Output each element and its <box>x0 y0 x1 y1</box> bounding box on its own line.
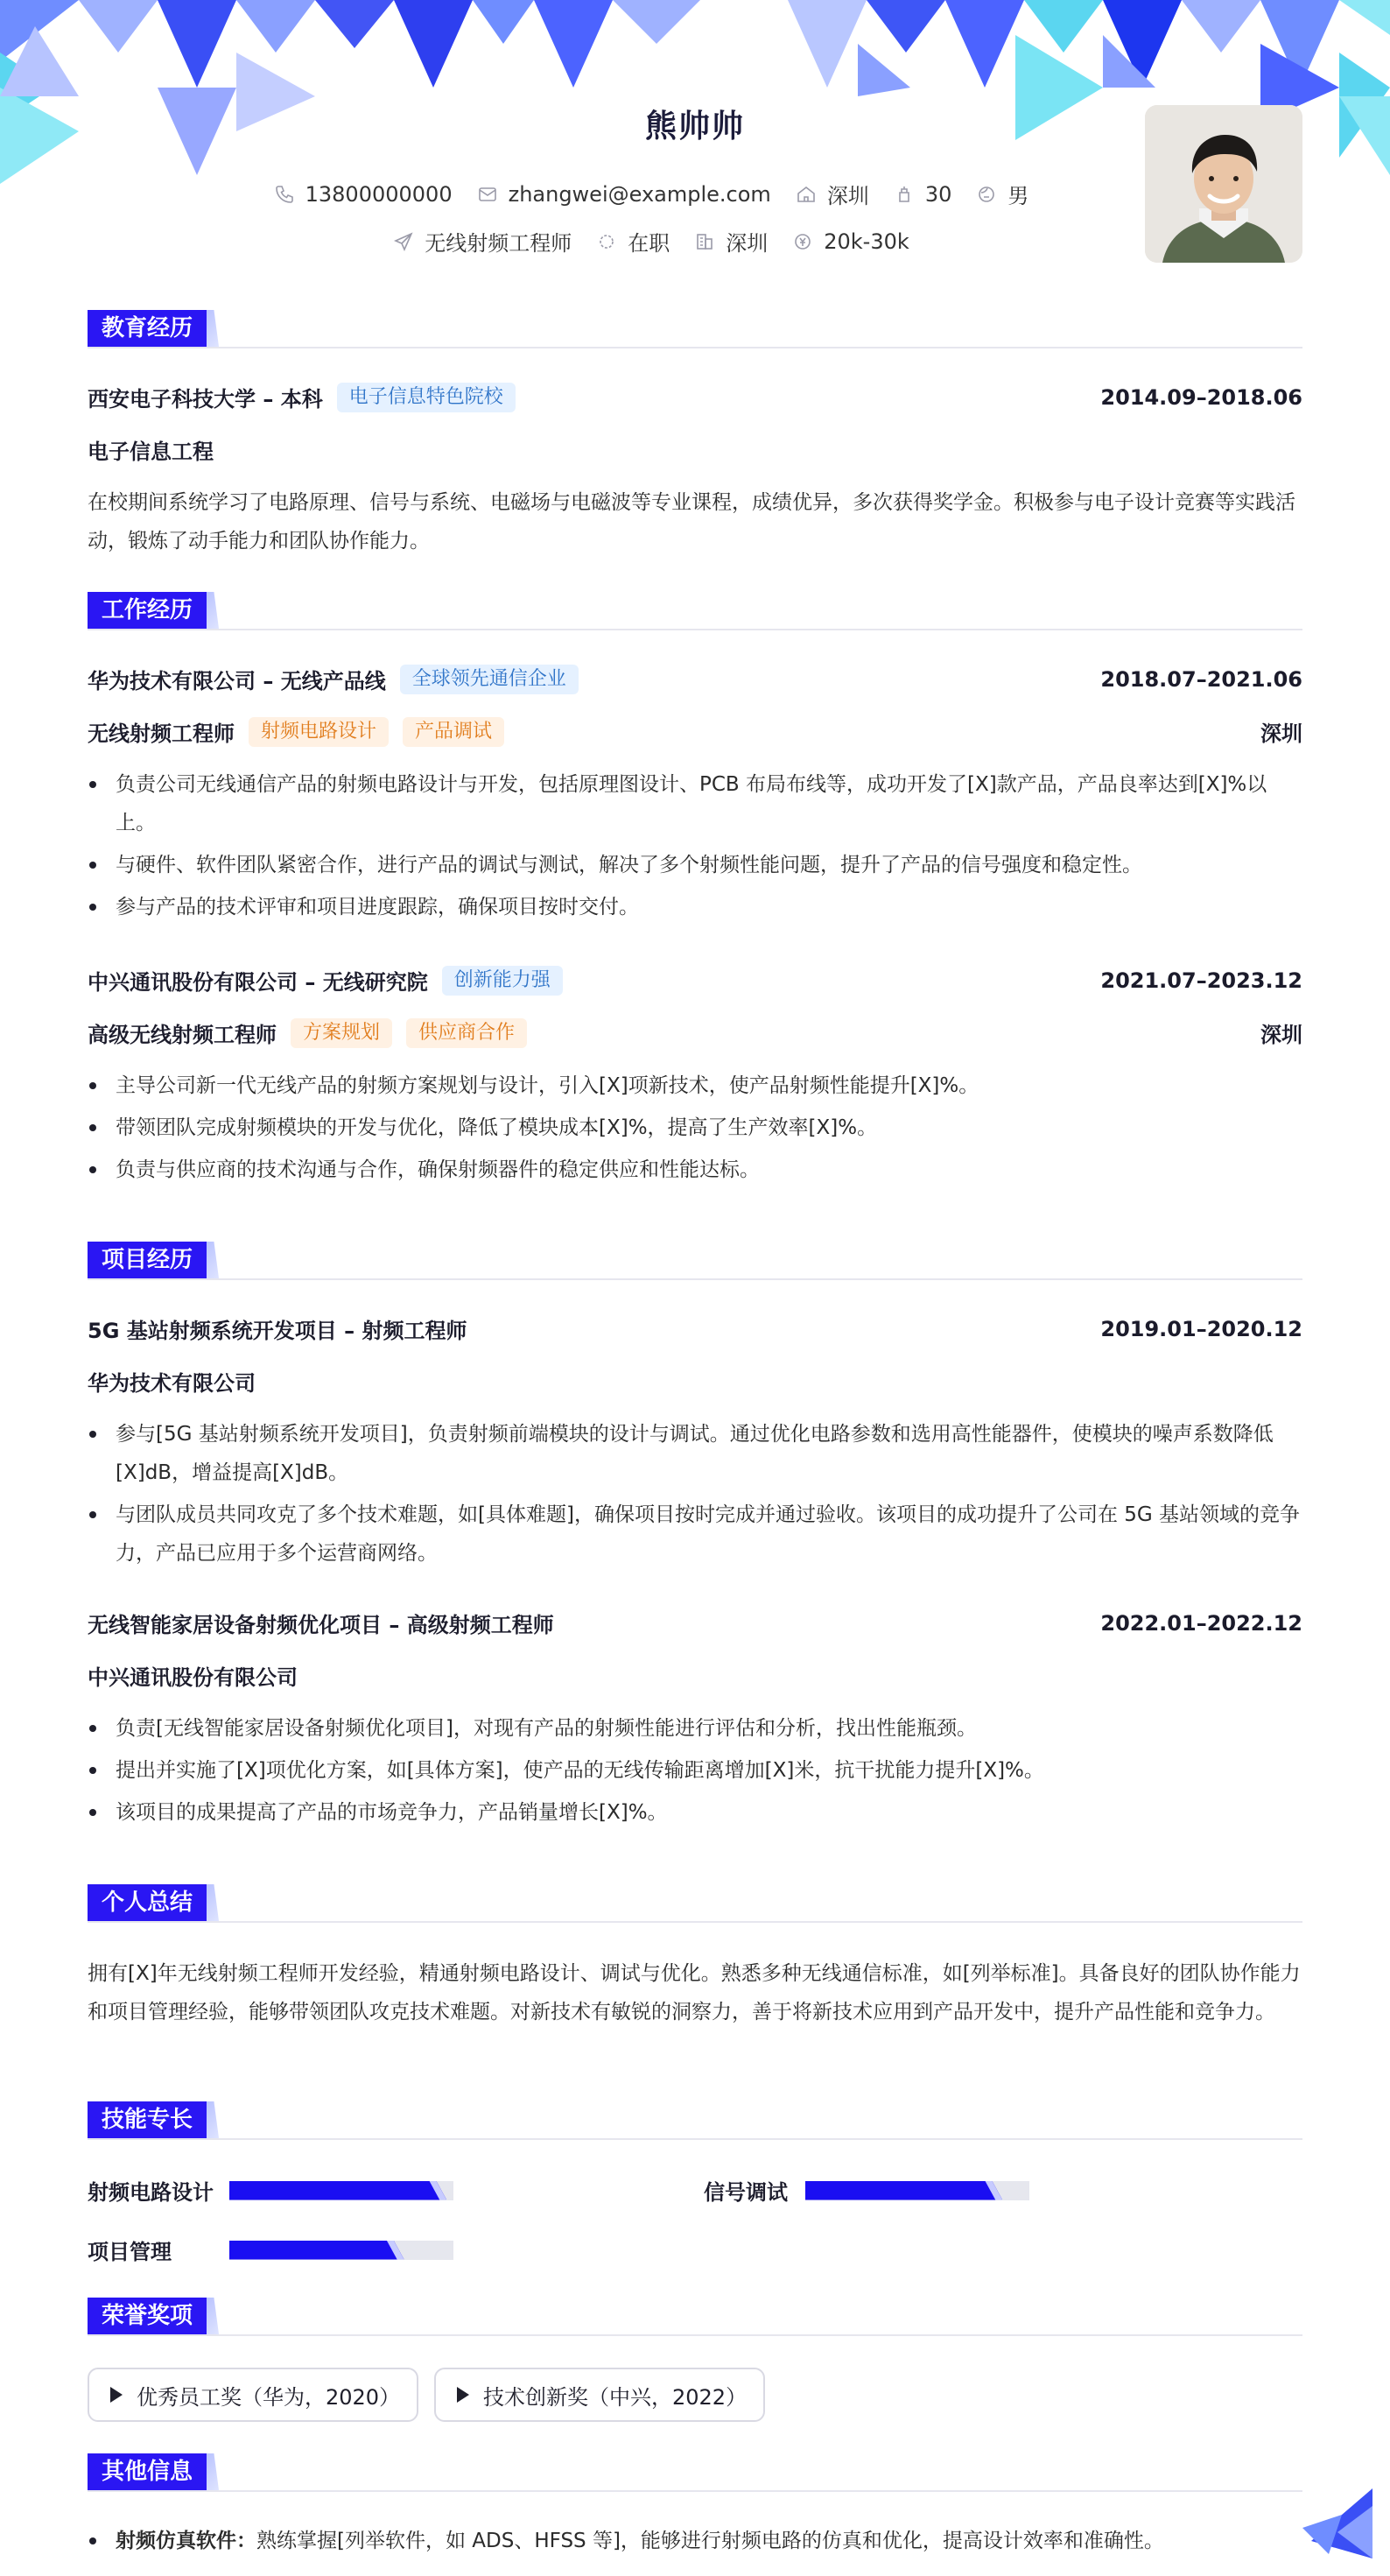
project-2-header <box>88 1608 1302 1638</box>
job-1-company-tag: 全球领先通信企业 <box>400 665 579 694</box>
project-1-date: 2019.01–2020.12 <box>1100 1316 1302 1341</box>
list-item: 负责与供应商的技术沟通与合作，确保射频器件的稳定供应和性能达标。 <box>88 1151 1302 1189</box>
mail-icon <box>477 184 498 205</box>
work-title: 工作经历 <box>88 592 207 629</box>
job-1-role-row <box>88 716 1302 747</box>
job-1-company: 华为技术有限公司 – 无线产品线 <box>88 669 386 693</box>
skills-title: 技能专长 <box>88 2101 207 2138</box>
list-item: 与硬件、软件团队紧密合作，进行产品的调试与测试，解决了多个射频性能问题，提升了产品的信号强度和稳定性。 <box>88 846 1302 884</box>
list-item: 射频仿真软件：熟练掌握[列举软件，如 ADS、HFSS 等]，能够进行射频电路的仿真和优化，提高设计效率和准确性。 <box>88 2522 1302 2560</box>
contact-gender: 男 <box>976 179 1028 209</box>
job-title: 无线射频工程师 <box>393 226 572 257</box>
skill-bar <box>805 2181 1029 2200</box>
projects-title: 项目经历 <box>88 1242 207 1278</box>
job-intent-row <box>88 226 1215 257</box>
skill-bar <box>229 2181 453 2200</box>
contact-email: zhangwei@example.com <box>477 182 771 207</box>
send-icon <box>393 231 414 252</box>
list-item: 负责[无线智能家居设备射频优化项目]，对现有产品的射频性能进行评估和分析，找出性能瓶颈。 <box>88 1709 1302 1748</box>
project-1-org: 华为技术有限公司 <box>88 1371 256 1396</box>
list-item: 与团队成员共同攻克了多个技术难题，如[具体难题]，确保项目按时完成并通过验收。该项目的成功提升了公司在 5G 基站领域的竞争力，产品已应用于多个运营商网络。 <box>88 1496 1302 1573</box>
skill-bar <box>229 2241 453 2260</box>
projects-section <box>88 1242 1302 1280</box>
school-name: 西安电子科技大学 – 本科 <box>88 387 323 412</box>
education-section <box>88 310 1302 348</box>
award-text: 技术创新奖（中兴，2022） <box>483 2384 748 2410</box>
building-icon <box>694 231 715 252</box>
job-1-role-tag: 产品调试 <box>403 717 504 747</box>
awards-title: 荣誉奖项 <box>88 2298 207 2334</box>
project-1-bullets <box>88 1415 1302 1576</box>
status-icon <box>596 231 617 252</box>
education-title: 教育经历 <box>88 310 207 347</box>
other-section <box>88 2453 1302 2492</box>
project-1-header <box>88 1313 1302 1344</box>
education-header-row <box>88 382 1302 412</box>
list-item: 该项目的成果提高了产品的市场竞争力，产品销量增长[X]%。 <box>88 1793 1302 1832</box>
award-text: 优秀员工奖（华为，2020） <box>137 2384 401 2410</box>
list-item: 带领团队完成射频模块的开发与优化，降低了模块成本[X]%，提高了生产效率[X]%。 <box>88 1109 1302 1147</box>
contact-city: 深圳 <box>796 179 869 209</box>
play-triangle-icon <box>110 2387 123 2403</box>
job-2-company: 中兴通讯股份有限公司 – 无线研究院 <box>88 970 428 995</box>
award-item <box>88 2368 418 2422</box>
skill-name: 信号调试 <box>704 2180 788 2205</box>
avatar <box>1145 105 1302 263</box>
skill-name: 射频电路设计 <box>88 2180 214 2205</box>
contact-row <box>88 179 1215 209</box>
list-item: 负责公司无线通信产品的射频电路设计与开发，包括原理图设计、PCB 布局布线等，成功开发了[X]款产品，产品良率达到[X]%以上。 <box>88 765 1302 842</box>
job-1-header <box>88 664 1302 694</box>
summary-title: 个人总结 <box>88 1884 207 1921</box>
salary-icon <box>792 231 813 252</box>
phone-icon <box>274 184 295 205</box>
job-2-role-tag: 供应商合作 <box>406 1018 527 1048</box>
project-1-name: 5G 基站射频系统开发项目 – 射频工程师 <box>88 1319 467 1343</box>
summary-text: 拥有[X]年无线射频工程师开发经验，精通射频电路设计、调试与优化。熟悉多种无线通信标准，如[列举标准]。具备良好的团队协作能力和项目管理经验，能够带领团队攻克技术难题。对新技术有敏锐的洞察力，善于将新技术应用到产品开发中，提升产品性能和竞争力。 <box>88 1962 1301 2023</box>
contact-age: 30 <box>894 182 952 207</box>
award-item <box>434 2368 765 2422</box>
job-2-city: 深圳 <box>1260 1023 1302 1047</box>
corner-triangle-decoration <box>1302 2488 1372 2558</box>
skills-section <box>88 2101 1302 2140</box>
job-status: 在职 <box>596 226 670 257</box>
school-tag: 电子信息特色院校 <box>337 383 516 412</box>
project-2-org: 中兴通讯股份有限公司 <box>88 1665 298 1690</box>
job-2-role: 高级无线射频工程师 <box>88 1023 277 1047</box>
other-title: 其他信息 <box>88 2453 207 2490</box>
summary-section <box>88 1884 1302 1923</box>
education-description: 在校期间系统学习了电路原理、信号与系统、电磁场与电磁波等专业课程，成绩优异，多次获得奖学金。积极参与电子设计竞赛等实践活动，锻炼了动手能力和团队协作能力。 <box>88 491 1295 553</box>
job-1-role-tag: 射频电路设计 <box>249 717 389 747</box>
play-triangle-icon <box>457 2387 469 2403</box>
job-salary: 20k-30k <box>792 229 909 254</box>
list-item: 参与产品的技术评审和项目进度跟踪，确保项目按时交付。 <box>88 888 1302 926</box>
job-1-bullets <box>88 765 1302 930</box>
skill-item <box>704 2175 1029 2206</box>
job-2-date: 2021.07–2023.12 <box>1100 968 1302 993</box>
awards-section <box>88 2298 1302 2336</box>
skill-item <box>88 2175 453 2206</box>
project-2-date: 2022.01–2022.12 <box>1100 1610 1302 1636</box>
job-2-role-tag: 方案规划 <box>291 1018 392 1048</box>
major: 电子信息工程 <box>88 440 214 464</box>
gender-icon <box>976 184 997 205</box>
project-2-bullets <box>88 1709 1302 1835</box>
candidate-name: 熊帅帅 <box>644 109 745 144</box>
list-item: 提出并实施了[X]项优化方案，如[具体方案]，使产品的无线传输距离增加[X]米，抗干扰能力提升[X]%。 <box>88 1751 1302 1790</box>
job-1-city: 深圳 <box>1260 721 1302 746</box>
home-icon <box>796 184 817 205</box>
job-2-bullets <box>88 1066 1302 1193</box>
contact-phone: 13800000000 <box>274 182 453 207</box>
list-item: 主导公司新一代无线产品的射频方案规划与设计，引入[X]项新技术，使产品射频性能提升[X]%。 <box>88 1066 1302 1105</box>
job-1-date: 2018.07–2021.06 <box>1100 666 1302 692</box>
other-bullets <box>88 2522 1302 2564</box>
skill-name: 项目管理 <box>88 2240 172 2264</box>
job-city: 深圳 <box>694 226 768 257</box>
job-1-role: 无线射频工程师 <box>88 721 235 746</box>
job-2-role-row <box>88 1017 1302 1048</box>
list-item: 参与[5G 基站射频系统开发项目]，负责射频前端模块的设计与调试。通过优化电路参数和选用高性能器件，使模块的噪声系数降低[X]dB，增益提高[X]dB。 <box>88 1415 1302 1492</box>
skill-item <box>88 2235 453 2265</box>
age-icon <box>894 184 915 205</box>
education-date: 2014.09–2018.06 <box>1100 384 1302 410</box>
job-2-header <box>88 965 1302 996</box>
work-section <box>88 592 1302 630</box>
job-2-company-tag: 创新能力强 <box>442 966 563 996</box>
project-2-name: 无线智能家居设备射频优化项目 – 高级射频工程师 <box>88 1613 554 1637</box>
